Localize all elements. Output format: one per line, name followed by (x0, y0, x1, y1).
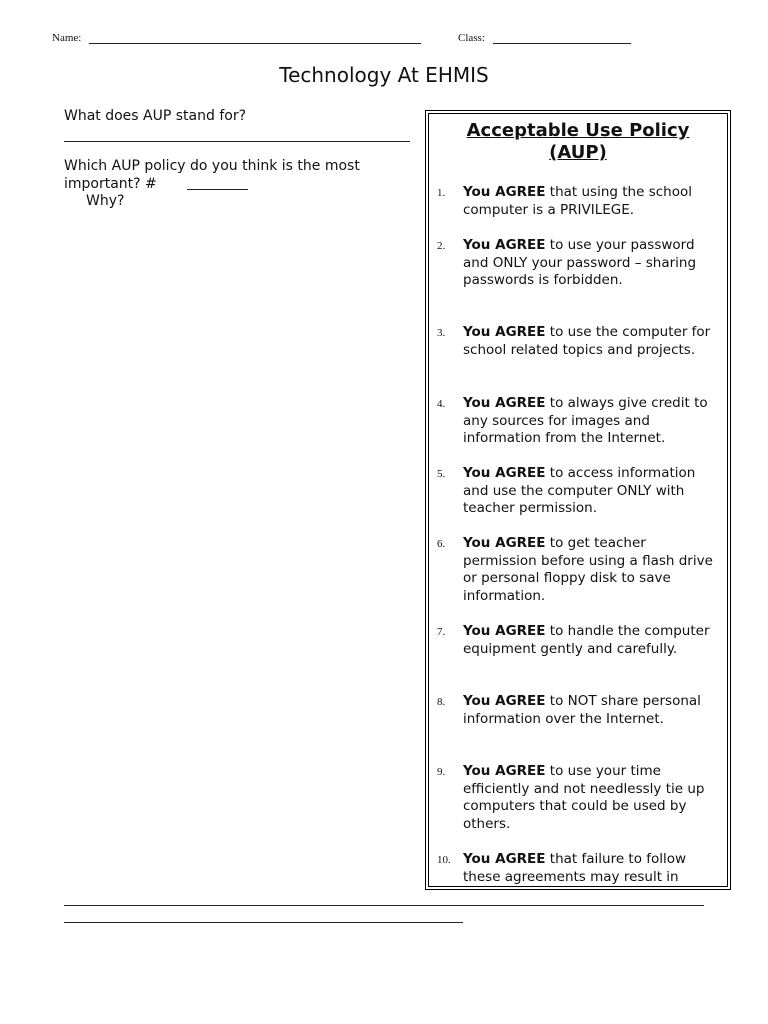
item-lead: You AGREE (463, 851, 546, 867)
item-text: to always give credit to any sources for images and information from the Internet. (463, 395, 708, 446)
item-text: to use your password and ONLY your password – sharing passwords is forbidden. (463, 237, 697, 288)
item-number: 4. (437, 398, 446, 410)
item-lead: You AGREE (463, 184, 546, 200)
item-text: to use your time efficiently and not needlessly tie up computers that could be used by others. (463, 763, 705, 832)
item-number: 7. (437, 626, 446, 638)
item-number: 1. (437, 187, 446, 199)
policy-number-blank[interactable] (187, 189, 248, 190)
question-aup-meaning: What does AUP stand for? (64, 108, 247, 124)
page-title: Technology At EHMIS (279, 63, 489, 87)
answer-line-why-1[interactable] (64, 905, 704, 906)
item-number: 5. (437, 468, 446, 480)
item-number: 6. (437, 538, 446, 550)
item-text: to get teacher permission before using a flash drive or personal floppy disk to save information. (463, 535, 713, 604)
class-label: Class: (458, 32, 485, 44)
name-field-line[interactable] (89, 43, 421, 44)
item-text: that failure to follow these agreements may result in (463, 851, 687, 885)
item-text: that using the school computer is a PRIVILEGE. (463, 184, 692, 218)
aup-heading-line1: Acceptable Use Policy (466, 120, 690, 141)
item-lead: You AGREE (463, 324, 546, 340)
item-text: to handle the computer equipment gently and carefully. (463, 623, 710, 657)
answer-line-why-2[interactable] (64, 922, 463, 923)
item-text: to use the computer for school related topics and projects. (463, 324, 711, 358)
answer-line-1[interactable] (64, 141, 410, 142)
question-most-important-line2: important? # (64, 176, 157, 192)
item-number: 9. (437, 766, 446, 778)
item-lead: You AGREE (463, 763, 546, 779)
aup-heading-line2: (AUP) (549, 142, 607, 163)
class-field-line[interactable] (493, 43, 631, 44)
item-text: to access information and use the computer ONLY with teacher permission. (463, 465, 696, 516)
item-text: to NOT share personal information over the Internet. (463, 693, 701, 727)
aup-box (425, 110, 731, 890)
name-label: Name: (52, 32, 82, 44)
item-lead: You AGREE (463, 623, 546, 639)
item-number: 3. (437, 327, 446, 339)
item-lead: You AGREE (463, 237, 546, 253)
item-lead: You AGREE (463, 535, 546, 551)
item-lead: You AGREE (463, 465, 546, 481)
item-number: 8. (437, 696, 446, 708)
item-lead: You AGREE (463, 693, 546, 709)
aup-heading (429, 120, 727, 164)
item-lead: You AGREE (463, 395, 546, 411)
item-number: 2. (437, 240, 446, 252)
question-most-important-line1: Which AUP policy do you think is the most (64, 158, 360, 174)
question-why: Why? (86, 193, 125, 209)
item-number: 10. (437, 854, 451, 866)
